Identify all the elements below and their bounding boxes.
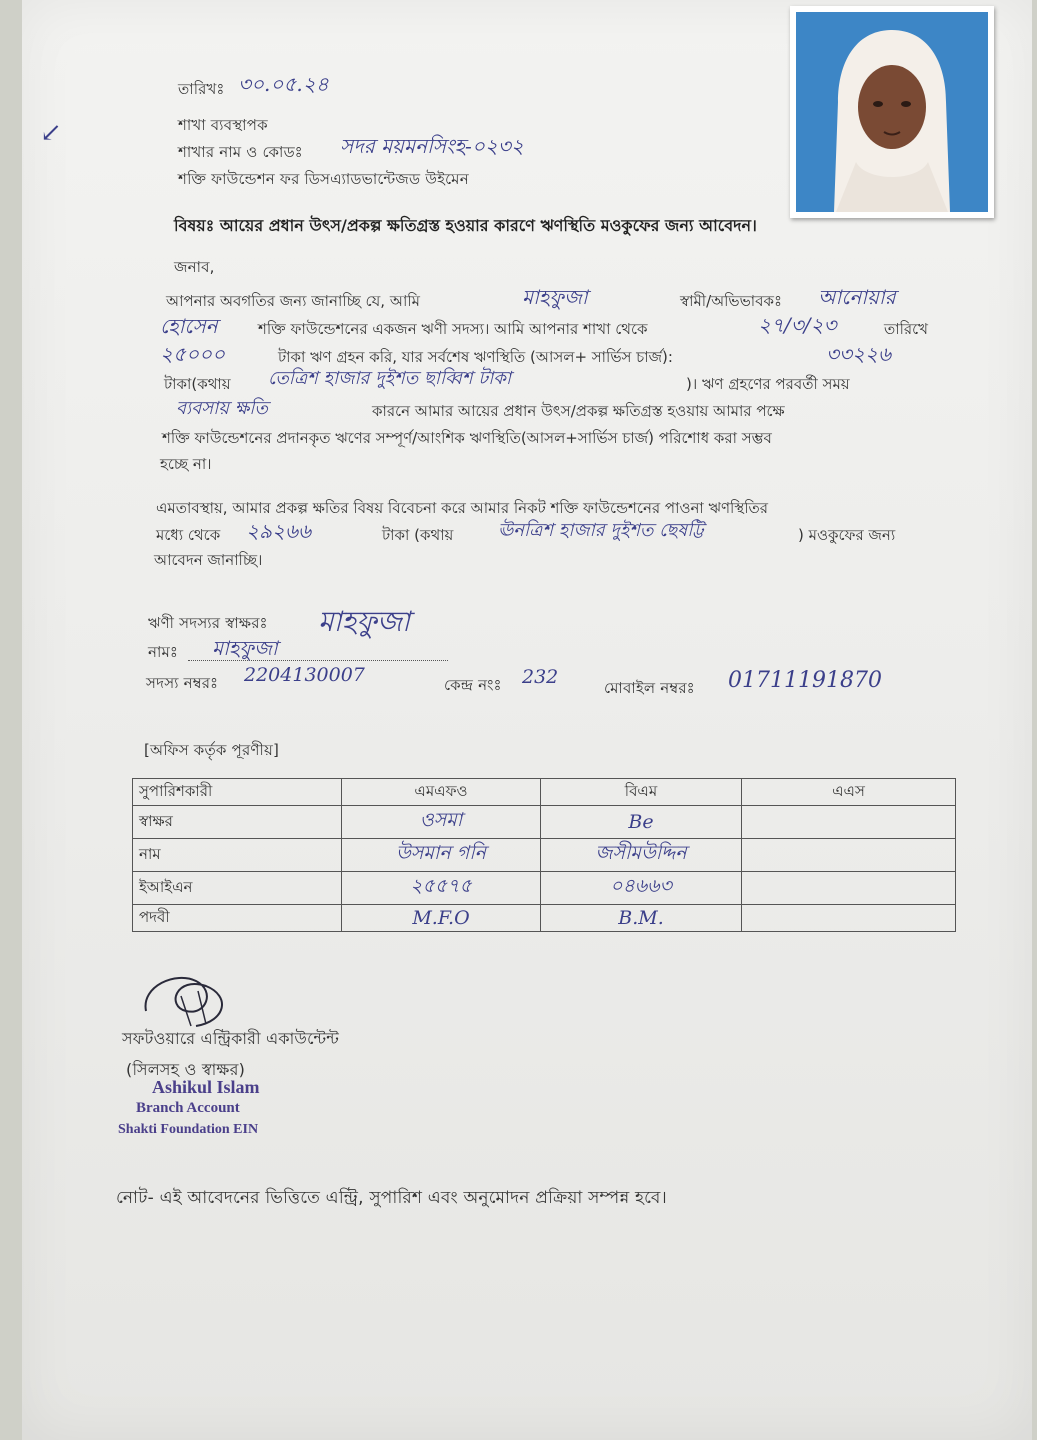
col-mfo: এমএফও (342, 779, 541, 806)
table-row (133, 872, 956, 905)
cause-of-loss: ব্যবসায় ক্ষতি (176, 398, 268, 419)
table-row (133, 839, 956, 872)
para1-line2-b: তারিখে (884, 320, 929, 338)
waive-in-words: ঊনত্রিশ হাজার দুইশত ছেষট্টি (498, 520, 704, 541)
balance-amount: ৩৩২২৬ (826, 342, 892, 366)
mfo-designation: M.F.O (342, 905, 541, 932)
date-value: ৩০.০৫.২৪ (238, 72, 329, 96)
branch-code-label: শাখার নাম ও কোডঃ (178, 143, 303, 161)
para2-line2-b: টাকা (কথায় (382, 526, 454, 544)
member-portrait-image (796, 12, 988, 212)
col-as: এএস (742, 779, 956, 806)
branch-manager-label: শাখা ব্যবস্থাপক (178, 116, 268, 134)
para1-line4-a: টাকা(কথায় (164, 375, 231, 393)
col-recommender: সুপারিশকারী (133, 779, 342, 806)
member-name-label: নামঃ (148, 643, 179, 661)
row-label: পদবী (133, 905, 342, 932)
as-signature (742, 806, 956, 839)
member-name-value: মাহফুজা (212, 636, 278, 660)
mobile-value: 01711191870 (728, 668, 882, 693)
mobile-label: মোবাইল নম্বরঃ (604, 679, 695, 697)
recommendation-table (132, 778, 956, 932)
table-row (133, 905, 956, 932)
branch-code-value: সদর ময়মনসিংহ-০২৩২ (340, 134, 524, 158)
as-name (742, 839, 956, 872)
para1-line3: টাকা ঋণ গ্রহন করি, যার সর্বশেষ ঋণস্থিতি (আসল+ সার্ভিস চার্জ): (278, 348, 673, 366)
loan-amount: ২৫০০০ (160, 342, 225, 366)
member-number-value: 2204130007 (244, 664, 365, 686)
mfo-signature: ওসমা (342, 806, 541, 839)
balance-in-words: তেত্রিশ হাজার দুইশত ছাব্বিশ টাকা (268, 368, 512, 389)
guardian-name-1: আনোয়ার (818, 285, 896, 309)
para2-line2-a: মধ্যে থেকে (156, 526, 221, 544)
para1-line7: হচ্ছে না। (160, 455, 212, 473)
row-label: ইআইএন (133, 872, 342, 905)
para1-line4-b: )। ঋণ গ্রহণের পরবর্তী সময় (686, 375, 850, 393)
accountant-label: সফটওয়ারে এন্ট্রিকারী একাউন্টেন্ট (122, 1029, 340, 1048)
office-use-heading: [অফিস কর্তৃক পূরণীয়] (144, 741, 280, 759)
as-designation (742, 905, 956, 932)
center-number-label: কেন্দ্র নংঃ (444, 676, 502, 694)
para1-line1-b: স্বামী/অভিভাবকঃ (680, 292, 782, 310)
footer-note: নোট- এই আবেদনের ভিত্তিতে এন্ট্রি, সুপারিশ এবং অনুমোদন প্রক্রিয়া সম্পন্ন হবে। (116, 1188, 667, 1208)
para2-line2-c: ) মওকুফের জন্য (798, 526, 896, 544)
bm-ein: ০৪৬৬৩ (541, 872, 742, 905)
date-label: তারিখঃ (178, 80, 225, 98)
as-ein (742, 872, 956, 905)
salutation: জনাব, (174, 258, 215, 276)
bm-name: জসীমউদ্দিন (541, 839, 742, 872)
member-photo (790, 6, 994, 218)
initial-mark: ↙ (40, 118, 62, 148)
para1-line6: শক্তি ফাউন্ডেশনের প্রদানকৃত ঋণের সম্পূর্ণ/আংশিক ঋণস্থিতি(আসল+সার্ভিস চার্জ) পরিশোধ করা সম্ভব (162, 429, 772, 447)
member-signature-label: ঋণী সদস্যর স্বাক্ষরঃ (148, 614, 268, 632)
stamp-name: Ashikul Islam (152, 1077, 260, 1097)
bm-signature: Be (541, 806, 742, 839)
loan-date: ২৭/৩/২৩ (758, 313, 837, 337)
center-number-value: 232 (522, 666, 559, 688)
table-header-row (133, 779, 956, 806)
subject-line: বিষয়ঃ আয়ের প্রধান উৎস/প্রকল্প ক্ষতিগ্রস্ত হওয়ার কারণে ঋণস্থিতি মওকুফের জন্য আবেদন। (174, 216, 757, 235)
row-label: স্বাক্ষর (133, 806, 342, 839)
seal-signature-label: (সিলসহ ও স্বাক্ষর) (126, 1060, 246, 1079)
row-label: নাম (133, 839, 342, 872)
bm-designation: B.M. (541, 905, 742, 932)
col-bm: বিএম (541, 779, 742, 806)
guardian-name-2: হোসেন (160, 314, 218, 338)
member-signature: মাহফুজা (318, 605, 411, 638)
member-number-label: সদস্য নম্বরঃ (146, 674, 219, 692)
para2-line3: আবেদন জানাচ্ছি। (154, 551, 263, 569)
organization-name: শক্তি ফাউন্ডেশন ফর ডিসএ্যাডভান্টেজড উইমেন (178, 170, 469, 188)
para1-line5: কারনে আমার আয়ের প্রধান উৎস/প্রকল্প ক্ষতিগ্রস্ত হওয়ায় আমার পক্ষে (372, 402, 785, 420)
table-row (133, 806, 956, 839)
waive-amount: ২৯২৬৬ (246, 519, 311, 543)
mfo-ein: ২৫৫৭৫ (342, 872, 541, 905)
para1-line2: শক্তি ফাউন্ডেশনের একজন ঋণী সদস্য। আমি আপনার শাখা থেকে (258, 320, 648, 338)
stamp-title: Branch Account (136, 1100, 240, 1116)
para2-line1: এমতাবস্থায়, আমার প্রকল্প ক্ষতির বিষয় বিবেচনা করে আমার নিকট শক্তি ফাউন্ডেশনের পাওনা ঋণস্থিতির (156, 499, 769, 517)
para1-line1-a: আপনার অবগতির জন্য জানাচ্ছি যে, আমি (166, 292, 420, 310)
stamp-organization: Shakti Foundation EIN (118, 1122, 259, 1137)
member-name-handwritten: মাহফুজা (522, 285, 588, 309)
mfo-name: উসমান গনি (342, 839, 541, 872)
